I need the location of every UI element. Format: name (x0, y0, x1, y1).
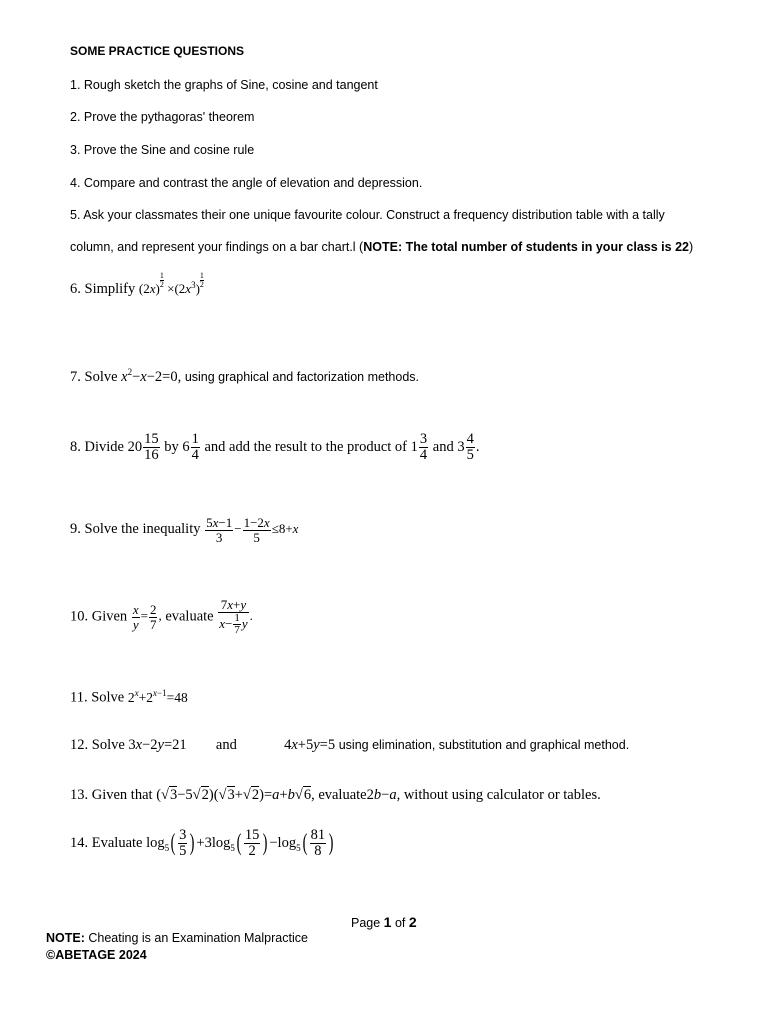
question-12-label: 12. Solve (70, 737, 125, 753)
page-number: Page 1 of 2 (351, 914, 417, 930)
question-13-evaluate: evaluate2b−a, (318, 787, 401, 803)
mixed-number-1: 20 $\frac{15}{16}$ (127, 431, 159, 464)
footer-note (46, 931, 308, 945)
question-8-by: by (164, 439, 179, 456)
question-10-evaluate: evaluate (165, 608, 214, 625)
question-8-middle: and add the result to the product of (204, 439, 408, 456)
question-10 (70, 598, 253, 637)
question-5-close: ) (688, 240, 694, 254)
question-3: 3. Prove the Sine and cosine rule (70, 143, 255, 157)
question-6 (70, 272, 204, 298)
question-11 (70, 688, 188, 707)
document-title: SOME PRACTICE QUESTIONS (70, 44, 245, 58)
question-9-inequality: $\frac{5x-1}{3}$ − $\frac{1-2x}{5}$ ≤8+x (206, 515, 299, 545)
question-12 (70, 737, 629, 754)
question-12-method: using elimination, substitution and graphical method. (338, 738, 630, 752)
question-10-label: 10. Given (70, 608, 128, 625)
question-13 (70, 787, 601, 804)
footer-copyright: ©ABETAGE 2024 (46, 948, 147, 962)
question-7 (70, 367, 419, 386)
question-12-equation-2: 4x+5y=5 (284, 737, 336, 753)
question-13-label: 13. Given that (70, 787, 153, 803)
question-7-equation: $x^2-x-2=0$, (121, 367, 182, 385)
question-12-and: and (215, 737, 237, 753)
question-13-suffix: without using calculator or tables. (403, 787, 601, 803)
question-6-expression: (2x) $\frac{1}{2}$ $\times(2x^3)$ $\frac{1}{2}$ (138, 271, 204, 296)
question-9-label: 9. Solve the inequality (70, 521, 201, 538)
question-10-expression: 7x+y x− $\frac{1}{7}$ y . (219, 597, 253, 637)
question-7-method: using graphical and factorization methods. (184, 369, 419, 384)
question-13-equation: (√3−5√2)(√3+√2)=a+b√6, (156, 787, 315, 803)
mixed-number-3: 1 $\frac{3}{4}$ (410, 431, 428, 464)
question-14-expression: $\log_5$( $\frac{3}{5}$ ) $+3\log_5$( $\frac{15}{2}$ ) $-\log_5$( $\frac{81}{8}$ ) (146, 827, 334, 860)
question-5-line-2 (70, 240, 693, 254)
question-5-line-1: 5. Ask your classmates their one unique favourite colour. Construct a frequency distribution table with a tally (70, 208, 665, 222)
question-6-label: 6. Simplify (70, 281, 136, 297)
question-2: 2. Prove the pythagoras' theorem (70, 110, 255, 124)
question-12-equation-1: 3x−2y=21 (128, 737, 187, 753)
question-14 (70, 828, 335, 859)
question-1: 1. Rough sketch the graphs of Sine, cosine and tangent (70, 78, 378, 92)
footer-note-text: Cheating is an Examination Malpractice (84, 931, 308, 945)
question-8-and: and (432, 439, 454, 456)
question-4: 4. Compare and contrast the angle of elevation and depression. (70, 176, 423, 190)
question-11-label: 11. Solve (70, 689, 125, 706)
question-5-text: column, and represent your findings on a bar chart.l ( (70, 240, 364, 254)
question-8 (70, 432, 479, 463)
question-14-label: 14. Evaluate (70, 835, 143, 852)
question-5-note: NOTE: The total number of students in your class is 22 (363, 240, 689, 254)
mixed-number-2: 6 $\frac{1}{4}$ (182, 431, 199, 464)
question-7-label: 7. Solve (70, 368, 118, 385)
mixed-number-4: 3 $\frac{4}{5}$ . (457, 431, 480, 464)
question-8-label: 8. Divide (70, 439, 124, 456)
footer-note-label: NOTE: (46, 931, 85, 945)
question-11-equation: $2^x+2^{x-1}=48$ (127, 688, 188, 705)
question-9 (70, 516, 298, 544)
question-10-ratio: $\frac{x}{y}$ = $\frac{2}{7}$ , (132, 602, 162, 632)
